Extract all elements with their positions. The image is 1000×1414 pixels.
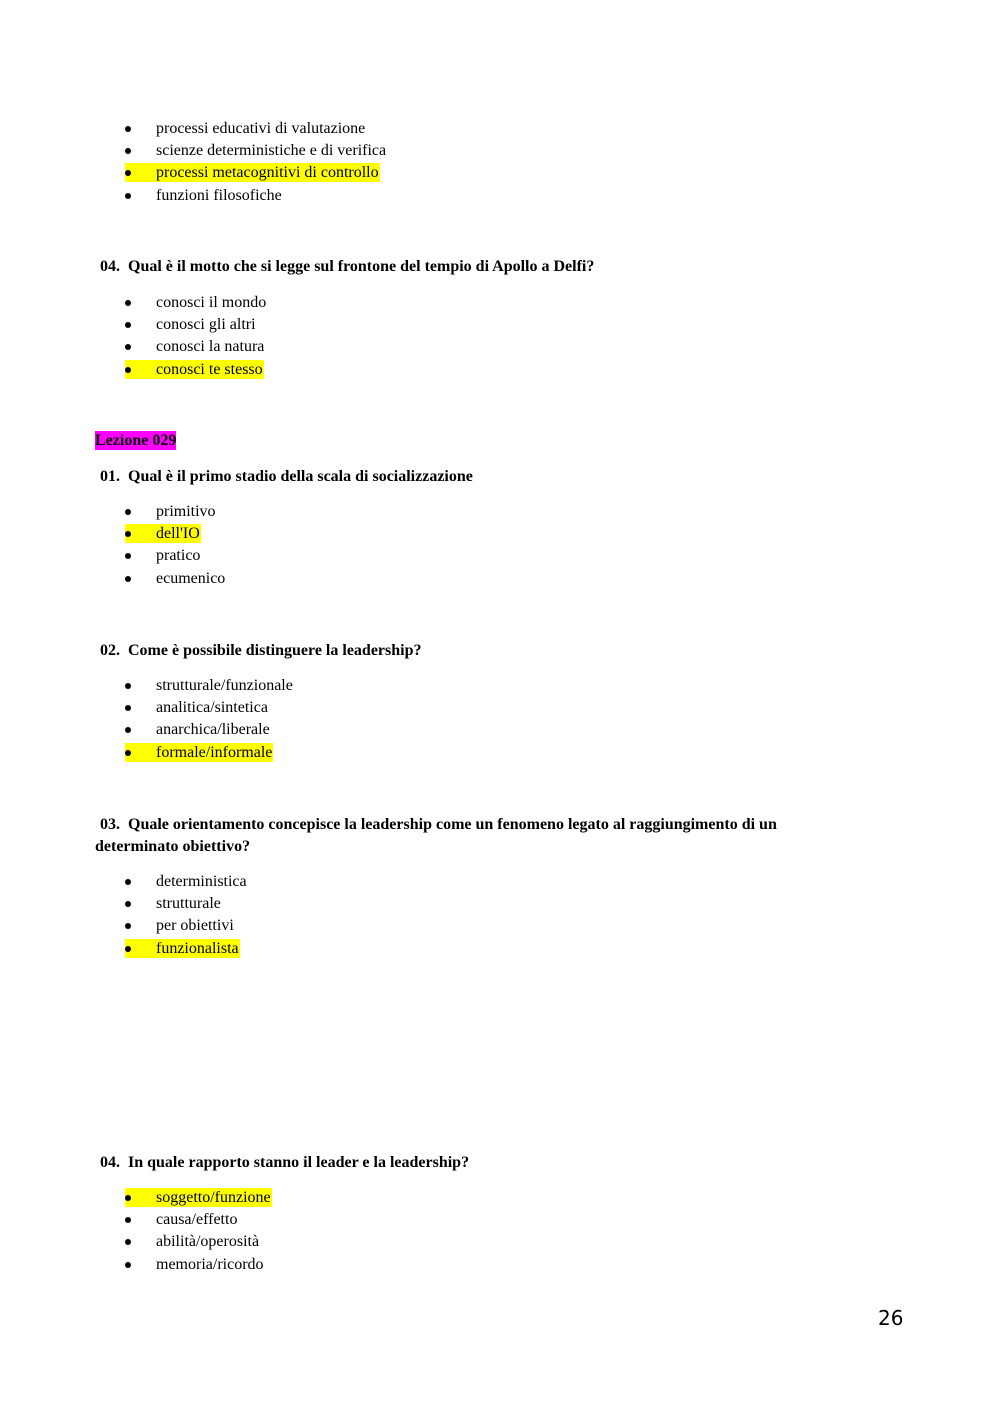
- answer-option: [95, 185, 855, 207]
- options-list: [95, 675, 855, 764]
- bullet-icon: [125, 683, 131, 689]
- highlighted-answer: formale/informale: [125, 743, 273, 762]
- answer-option: [95, 336, 855, 358]
- answer-option: [95, 675, 855, 697]
- question-03: [95, 814, 835, 858]
- lesson-label: Lezione 029: [95, 432, 177, 449]
- options-list: [95, 871, 855, 960]
- question-text: [95, 466, 855, 488]
- question-text: [95, 640, 855, 662]
- answer-text: ecumenico: [156, 569, 226, 587]
- question-01-options: [95, 501, 855, 590]
- question-label: Quale orientamento concepisce la leadership come un fenomeno legato al raggiungimento di un determinato obiettivo?: [95, 816, 777, 855]
- answer-text: processi educativi di valutazione: [156, 120, 366, 137]
- question-04-delfi: [95, 256, 855, 278]
- bullet-icon: [125, 1195, 131, 1201]
- options-list: [95, 1187, 855, 1276]
- question-number: 01.: [100, 468, 120, 485]
- question-text: [95, 256, 855, 278]
- answer-option: [95, 719, 855, 741]
- answer-text: abilità/operosità: [156, 1233, 260, 1251]
- answer-text: primitivo: [156, 503, 216, 520]
- answer-text: causa/effetto: [156, 1211, 238, 1229]
- answer-option: [95, 1187, 855, 1209]
- question-04-leader-options: [95, 1187, 855, 1276]
- answer-text: per obiettivi: [156, 917, 234, 935]
- answer-text: deterministica: [156, 873, 247, 890]
- question-02-options: [95, 675, 855, 764]
- highlighted-answer: soggetto/funzione: [125, 1188, 272, 1207]
- answer-option: [95, 893, 855, 915]
- question-label: Come è possibile distinguere la leadership?: [128, 642, 422, 659]
- question-03-options: [95, 871, 855, 960]
- question-04-delfi-options: [95, 292, 855, 381]
- answer-option: [95, 568, 855, 590]
- bullet-icon: [125, 879, 131, 885]
- bullet-icon: [125, 576, 131, 582]
- bullet-icon: [125, 750, 131, 756]
- question-02: [95, 640, 855, 662]
- answer-text: conosci gli altri: [156, 316, 256, 334]
- highlighted-answer: conosci te stesso: [125, 360, 264, 379]
- question-number: 03.: [100, 816, 120, 833]
- options-list: [95, 501, 855, 590]
- answer-option: [95, 1231, 855, 1253]
- question-01: [95, 466, 855, 488]
- answer-option: [95, 1209, 855, 1231]
- answer-option: [95, 314, 855, 336]
- options-list: [95, 118, 855, 207]
- answer-text: analitica/sintetica: [156, 699, 268, 717]
- answer-text: memoria/ricordo: [156, 1255, 264, 1273]
- bullet-icon: [125, 300, 131, 306]
- lesson-header: [95, 431, 855, 450]
- page-number: 26: [878, 1306, 904, 1330]
- bullet-icon: [125, 126, 131, 132]
- question-label: Qual è il primo stadio della scala di socializzazione: [128, 468, 473, 485]
- answer-text: strutturale: [156, 895, 221, 913]
- answer-option: [95, 292, 855, 314]
- question-number: 04.: [100, 258, 120, 275]
- answer-option: [95, 162, 855, 184]
- answer-option: [95, 501, 855, 523]
- answer-option: [95, 523, 855, 545]
- highlighted-answer: funzionalista: [125, 939, 240, 958]
- highlighted-answer: processi metacognitivi di controllo: [125, 163, 380, 182]
- answer-text: funzioni filosofiche: [156, 186, 282, 204]
- answer-text: pratico: [156, 547, 201, 565]
- bullet-icon: [125, 193, 131, 199]
- answer-text: conosci il mondo: [156, 294, 267, 311]
- question-04-leader: [95, 1152, 855, 1174]
- answer-option: [95, 140, 855, 162]
- answer-option: [95, 871, 855, 893]
- highlighted-answer: dell'IO: [125, 524, 201, 543]
- answer-list-continued: [95, 118, 855, 207]
- answer-text: conosci la natura: [156, 338, 265, 356]
- answer-option: [95, 938, 855, 960]
- answer-option: [95, 697, 855, 719]
- answer-option: [95, 545, 855, 567]
- question-text: [95, 1152, 855, 1174]
- answer-option: [95, 1254, 855, 1276]
- bullet-icon: [125, 1262, 131, 1268]
- answer-option: [95, 359, 855, 381]
- answer-option: [95, 915, 855, 937]
- answer-option: [95, 118, 855, 140]
- question-label: Qual è il motto che si legge sul frontone del tempio di Apollo a Delfi?: [128, 258, 595, 275]
- bullet-icon: [125, 946, 131, 952]
- bullet-icon: [125, 367, 131, 373]
- question-number: 02.: [100, 642, 120, 659]
- question-label: In quale rapporto stanno il leader e la leadership?: [128, 1154, 470, 1171]
- answer-text: anarchica/liberale: [156, 721, 270, 739]
- bullet-icon: [125, 509, 131, 515]
- answer-option: [95, 742, 855, 764]
- answer-text: strutturale/funzionale: [156, 677, 293, 694]
- question-text: [95, 814, 835, 858]
- answer-text: scienze deterministiche e di verifica: [156, 142, 387, 160]
- question-number: 04.: [100, 1154, 120, 1171]
- options-list: [95, 292, 855, 381]
